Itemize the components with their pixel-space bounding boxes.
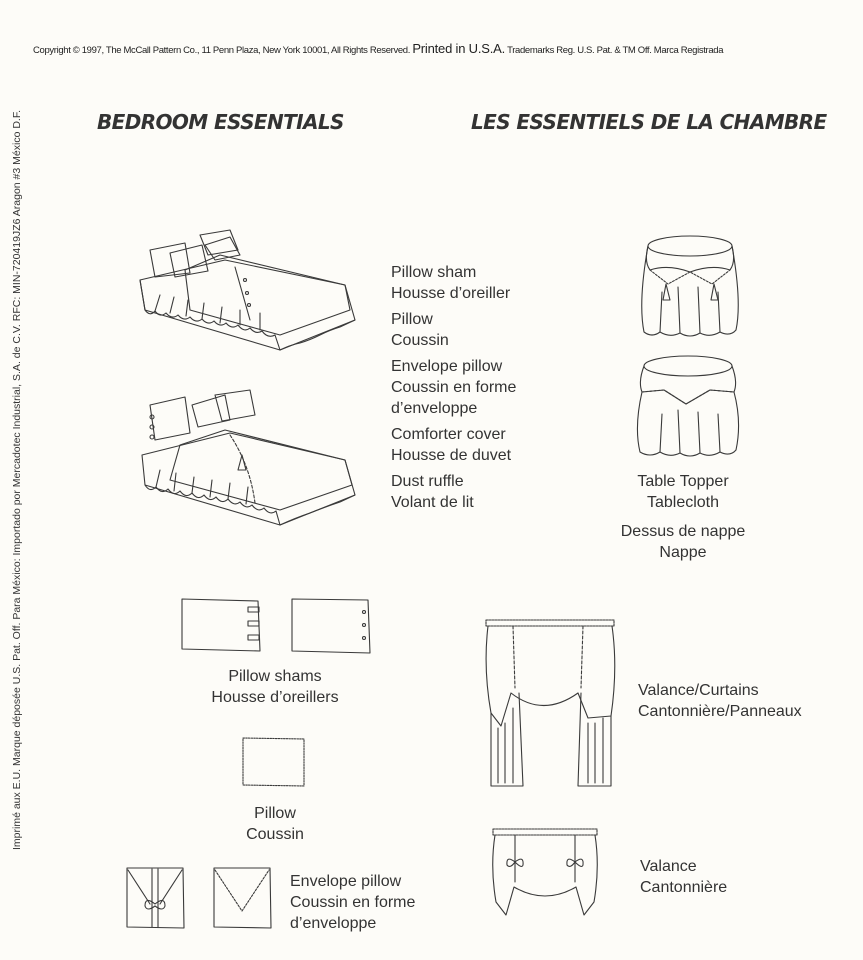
pillow-illustration [240,735,308,790]
envelope-pillow-label: Envelope pillow Coussin en forme d’enveloppe [290,873,416,932]
legend-dust-ruffle: Dust ruffle Volant de lit [391,473,474,511]
pillow-sham-2-illustration [290,597,375,655]
dessus-de-nappe-label: Dessus de nappe [620,523,746,540]
legend-envelope-pillow: Envelope pillow Coussin en forme d’enveloppe [391,358,517,417]
valance-curtains-illustration [483,618,618,790]
heading-english: BEDROOM ESSENTIALS [97,110,344,134]
legend-comforter-cover: Comforter cover Housse de duvet [391,426,512,464]
table-labels [608,471,758,563]
pillow-shams-label: Pillow shams Housse d’oreillers [211,668,339,706]
envelope-pillow-bow-illustration [125,866,187,930]
envelope-pillow-v-illustration [212,866,274,930]
valance-illustration [490,827,600,919]
pillow-label: Pillow Coussin [246,805,304,843]
nappe-label: Nappe [659,544,707,561]
pillow-sham-1-illustration [180,597,265,655]
copyright-text: Copyright © 1997, The McCall Pattern Co., 11 Penn Plaza, New York 10001, All Rights Reserved. [33,45,411,56]
valance-curtains-label: Valance/Curtains Cantonnière/Panneaux [638,682,802,720]
legend-pillow: Pillow Coussin [391,311,449,349]
tablecloth-label: Tablecloth [646,494,720,511]
copyright-line [33,41,723,56]
bed-legend [391,262,516,518]
bed-illustration-2 [130,385,360,540]
bed-illustration-1 [130,225,360,365]
heading-french: LES ESSENTIELS DE LA CHAMBRE [471,110,827,134]
trademark-text: Trademarks Reg. U.S. Pat. & TM Off. Marca Registrada [507,45,724,56]
tablecloth-illustration [634,352,742,462]
side-legal-text: Imprimé aux E.U. Marque déposée U.S. Pat. Off. Para México: Importado por Mercadotec Industrial, S.A. de C.V. RFC: MIN-720419JZ6 Aragon #3 México D.F. [11,110,23,850]
legend-pillow-sham: Pillow sham Housse d’oreiller [391,264,511,302]
printed-text: Printed in U.S.A. [412,41,506,56]
table-topper-illustration [638,232,742,342]
table-topper-label: Table Topper [637,473,729,490]
valance-label: Valance Cantonnière [640,858,728,896]
